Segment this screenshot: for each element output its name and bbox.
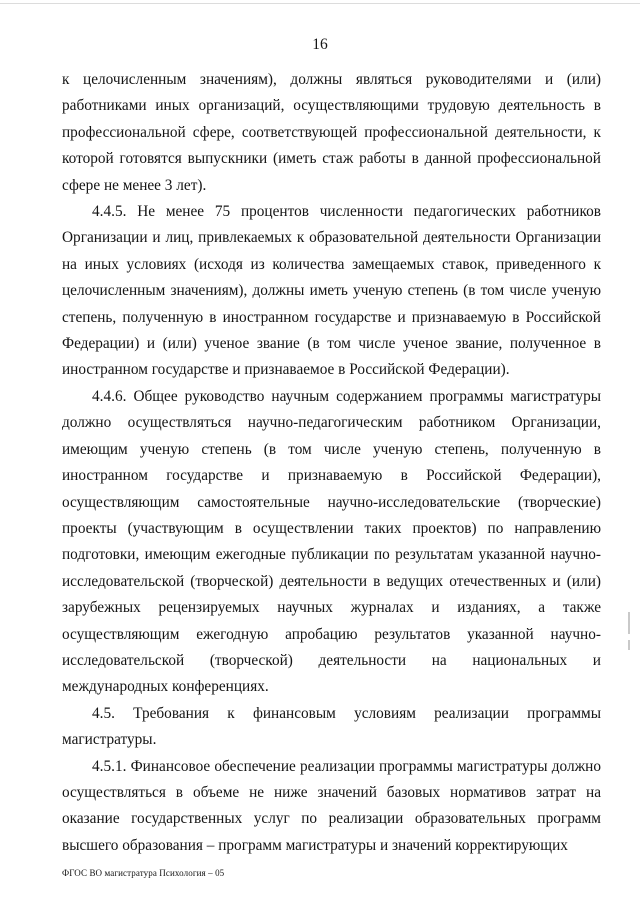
scan-edge-mark [628,640,630,650]
paragraph-4-5-1: 4.5.1. Финансовое обеспечение реализации программы магистратуры должно осуществляться в объеме не ниже значений базовых нормативов затрат на оказание государственных услуг по реализации образовательных программ высшего образования – программ магистратуры и значений корректирующих [62,757,601,854]
paragraph-4-4-5: 4.4.5. Не менее 75 процентов численности педагогических работников Организации и лиц, привлекаемых к образовательной деятельности Организации на иных условиях (исходя из количества замещаемых ставок, приведенного к целочисленным значениям), должны иметь ученую степень (в том числе ученую степень, полученную в иностранном государстве и признаваемую в Российской Федерации) и (или) ученое звание (в том числе ученое звание, полученное в иностранном государстве и признаваемое в Российской Федерации). [62,203,601,379]
page-number: 16 [312,36,328,53]
scan-edge-line [0,3,640,4]
page-footer: ФГОС ВО магистратура Психология – 05 [62,868,225,878]
paragraph-continuation: к целочисленным значениям), должны являться руководителями и (или) работниками иных организаций, осуществляющими трудовую деятельность в профессиональной сфере, соответствующей профессиональной деятельности, к которой готовятся выпускники (иметь стаж работы в данной профессиональной сфере не менее 3 лет). [62,71,601,194]
document-body [62,67,601,859]
paragraph-4-4-6: 4.4.6. Общее руководство научным содержанием программы магистратуры должно осуществляться научно-педагогическим работником Организации, имеющим ученую степень (в том числе ученую степень, полученную в иностранном государстве и признаваемую в Российской Федерации), осуществляющим самостоятельные научно-исследовательские (творческие) проекты (участвующим в осуществлении таких проектов) по направлению подготовки, имеющим ежегодные публикации по результатам указанной научно-исследовательской (творческой) деятельности в ведущих отечественных и (или) зарубежных рецензируемых научных журналах и изданиях, а также осуществляющим ежегодную апробацию результатов указанной научно-исследовательской (творческой) деятельности на национальных и международных конференциях. [62,387,601,696]
section-heading-4-5: 4.5. Требования к финансовым условиям реализации программы магистратуры. [62,704,601,749]
scan-edge-mark [628,612,630,634]
